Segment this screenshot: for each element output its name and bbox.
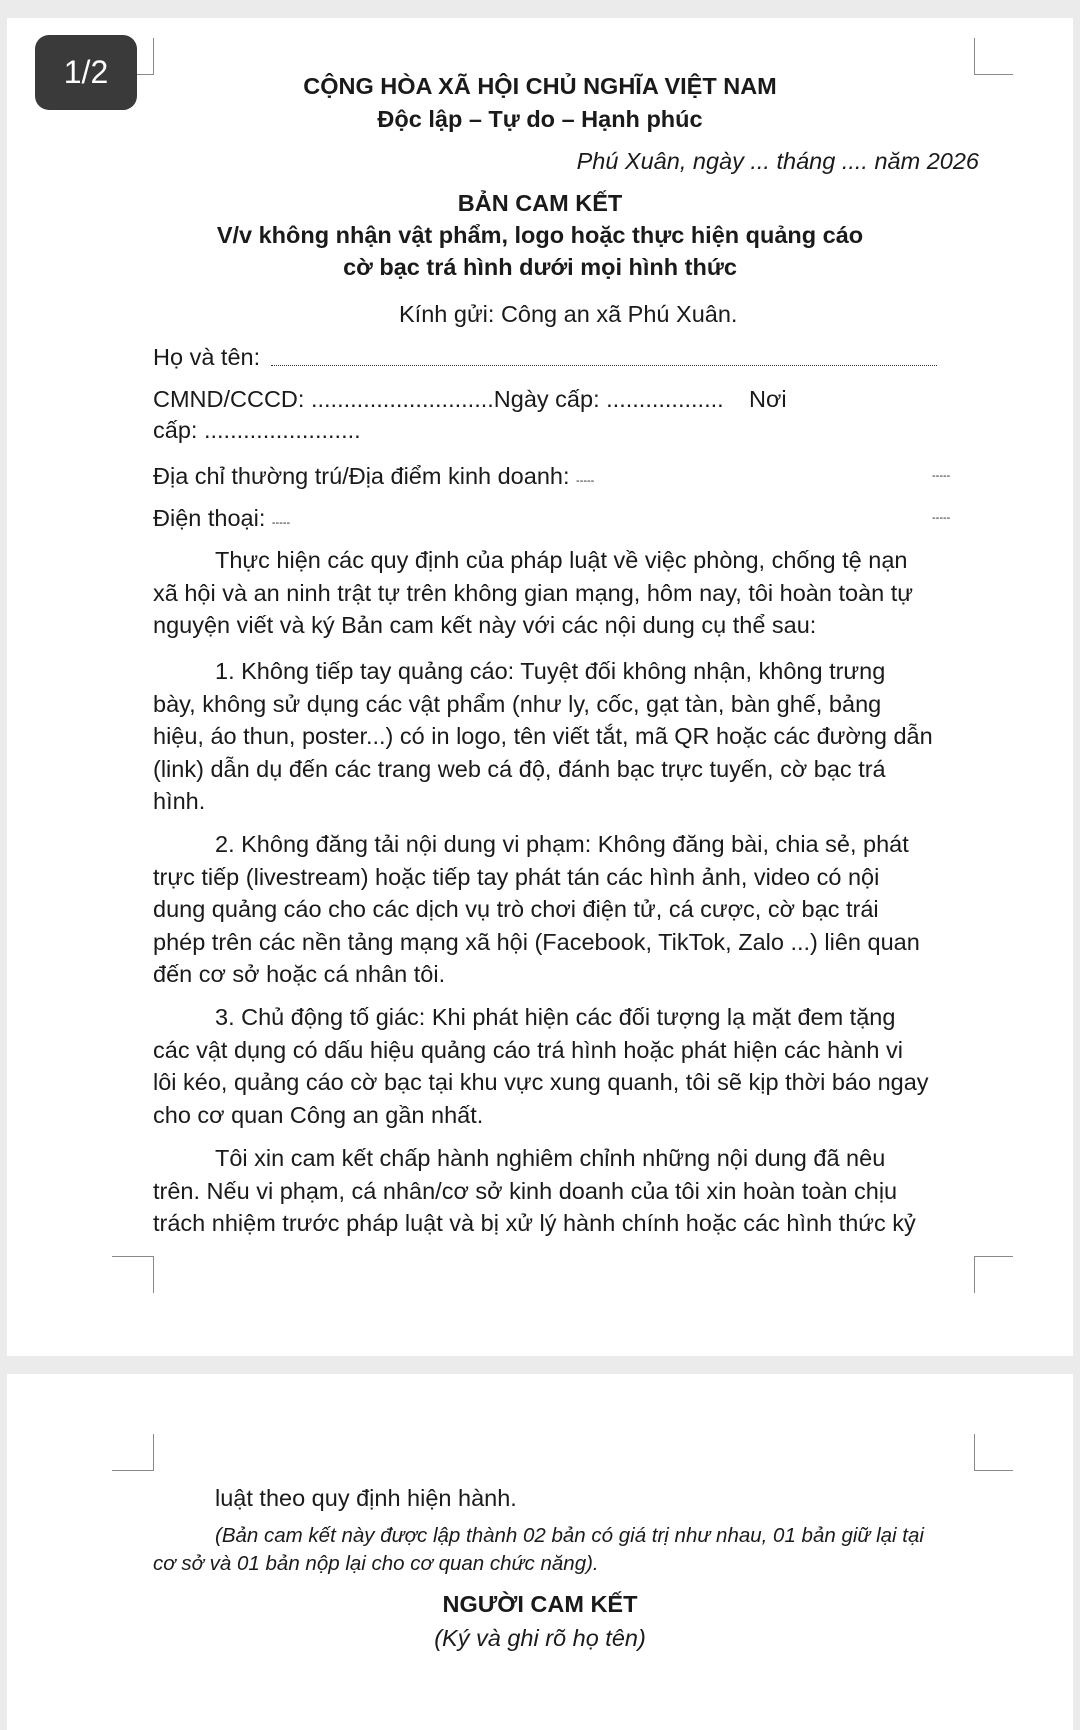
nation-heading: CỘNG HÒA XÃ HỘI CHỦ NGHĨA VIỆT NAM: [303, 73, 777, 99]
item-1-line: hiệu, áo thun, poster...) có in logo, tên viết tắt, mã QR hoặc các đường dẫn: [153, 723, 933, 749]
id-dots: ............................: [310, 386, 494, 412]
issue-place-dots: ........................: [203, 417, 361, 443]
item-3-line: lôi kéo, quảng cáo cờ bạc tại khu vực xung quanh, tôi sẽ kịp thời báo ngay: [153, 1069, 929, 1095]
item-2-line: đến cơ sở hoặc cá nhân tôi.: [153, 961, 446, 987]
name-dotted-line: [271, 365, 937, 366]
id-field: [153, 383, 724, 415]
item-1-line: 1. Không tiếp tay quảng cáo: Tuyệt đối không nhận, không trưng: [215, 658, 886, 684]
address-label: Địa chỉ thường trú/Địa điểm kinh doanh:: [153, 463, 577, 489]
address-dots-end: -----: [932, 470, 951, 482]
crop-mark-top-left: [112, 1434, 154, 1471]
issue-date-label: Ngày cấp:: [493, 386, 607, 412]
signer-instruction: (Ký và ghi rõ họ tên): [434, 1625, 646, 1651]
crop-mark-bottom-left: [112, 1256, 154, 1293]
crop-mark-top-right: [974, 1434, 1013, 1471]
item-3-line: các vật dụng có dấu hiệu quảng cáo trá hình hoặc phát hiện các hành vi: [153, 1036, 903, 1063]
intro-line: nguyện viết và ký Bản cam kết này với các nội dung cụ thể sau:: [153, 612, 817, 638]
crop-mark-bottom-right: [974, 1256, 1013, 1293]
intro-paragraph: [153, 544, 973, 642]
item-1-line: bày, không sử dụng các vật phẩm (như ly, cốc, gạt tàn, bàn ghế, bảng: [153, 690, 882, 717]
item-2-line: phép trên các nền tảng mạng xã hội (Facebook, TikTok, Zalo ...) liên quan: [153, 928, 920, 955]
item-3-line: cho cơ quan Công an gần nhất.: [153, 1101, 484, 1128]
item-2-paragraph: [153, 828, 973, 991]
item-2-line: trực tiếp (livestream) hoặc tiếp tay phát tán các hình ảnh, video có nội: [153, 863, 880, 890]
note-line-2: cơ sở và 01 bản nộp lại cho cơ quan chức năng).: [153, 1552, 599, 1575]
commitment-line: Tôi xin cam kết chấp hành nghiêm chỉnh những nội dung đã nêu: [215, 1145, 886, 1171]
item-1-paragraph: [153, 655, 973, 818]
intro-line: Thực hiện các quy định của pháp luật về việc phòng, chống tệ nạn: [215, 547, 908, 573]
place-date: Phú Xuân, ngày ... tháng .... năm 2026: [576, 148, 979, 174]
issue-place-label-2: cấp:: [153, 417, 204, 443]
issue-place-field: [153, 414, 361, 446]
document-title: BẢN CAM KẾT: [457, 190, 623, 216]
document-subtitle-line-1: V/v không nhận vật phẩm, logo hoặc thực hiện quảng cáo: [216, 222, 864, 248]
item-1-line: (link) dẫn dụ đến các trang web cá độ, đánh bạc trực tuyến, cờ bạc trá: [153, 755, 886, 782]
name-field: [153, 341, 260, 373]
phone-field: [153, 502, 290, 539]
intro-line: xã hội và an ninh trật tự trên không gian mạng, hôm nay, tôi hoàn toàn tự: [153, 579, 913, 606]
item-1-line: hình.: [153, 788, 206, 814]
document-subtitle-line-2: cờ bạc trá hình dưới mọi hình thức: [343, 254, 737, 280]
item-2-line: dung quảng cáo cho các dịch vụ trò chơi điện tử, cá cược, cờ bạc trái: [153, 896, 879, 922]
phone-dots: -----: [271, 517, 291, 529]
item-3-line: 3. Chủ động tố giác: Khi phát hiện các đối tượng lạ mặt đem tặng: [215, 1004, 896, 1030]
address-dots: -----: [576, 475, 595, 487]
motto-heading: Độc lập – Tự do – Hạnh phúc: [377, 106, 703, 132]
signer-title: NGƯỜI CAM KẾT: [442, 1591, 638, 1617]
continuation-line: luật theo quy định hiện hành.: [215, 1485, 517, 1511]
address-field: [153, 460, 594, 497]
item-3-paragraph: [153, 1001, 973, 1131]
name-label: Họ và tên:: [153, 344, 261, 370]
recipient-line: Kính gửi: Công an xã Phú Xuân.: [399, 301, 738, 327]
document-page-1[interactable]: [7, 18, 1073, 1356]
issue-place-label-1: Nơi: [749, 386, 787, 412]
phone-label: Điện thoại:: [153, 505, 272, 531]
commitment-line: trên. Nếu vi phạm, cá nhân/cơ sở kinh doanh của tôi xin hoàn toàn chịu: [153, 1177, 898, 1204]
document-page-2[interactable]: [7, 1374, 1073, 1730]
page-indicator: 1/2: [35, 35, 137, 110]
commitment-line: trách nhiệm trước pháp luật và bị xử lý hành chính hoặc các hình thức kỷ: [153, 1210, 916, 1236]
id-label: CMND/CCCD:: [153, 386, 311, 412]
phone-dots-end: -----: [932, 512, 951, 524]
item-2-line: 2. Không đăng tải nội dung vi phạm: Không đăng bài, chia sẻ, phát: [215, 831, 909, 857]
issue-date-dots: ..................: [606, 386, 724, 412]
commitment-paragraph: [153, 1142, 973, 1240]
note-line-1: (Bản cam kết này được lập thành 02 bản có giá trị như nhau, 01 bản giữ lại tại: [215, 1524, 924, 1547]
